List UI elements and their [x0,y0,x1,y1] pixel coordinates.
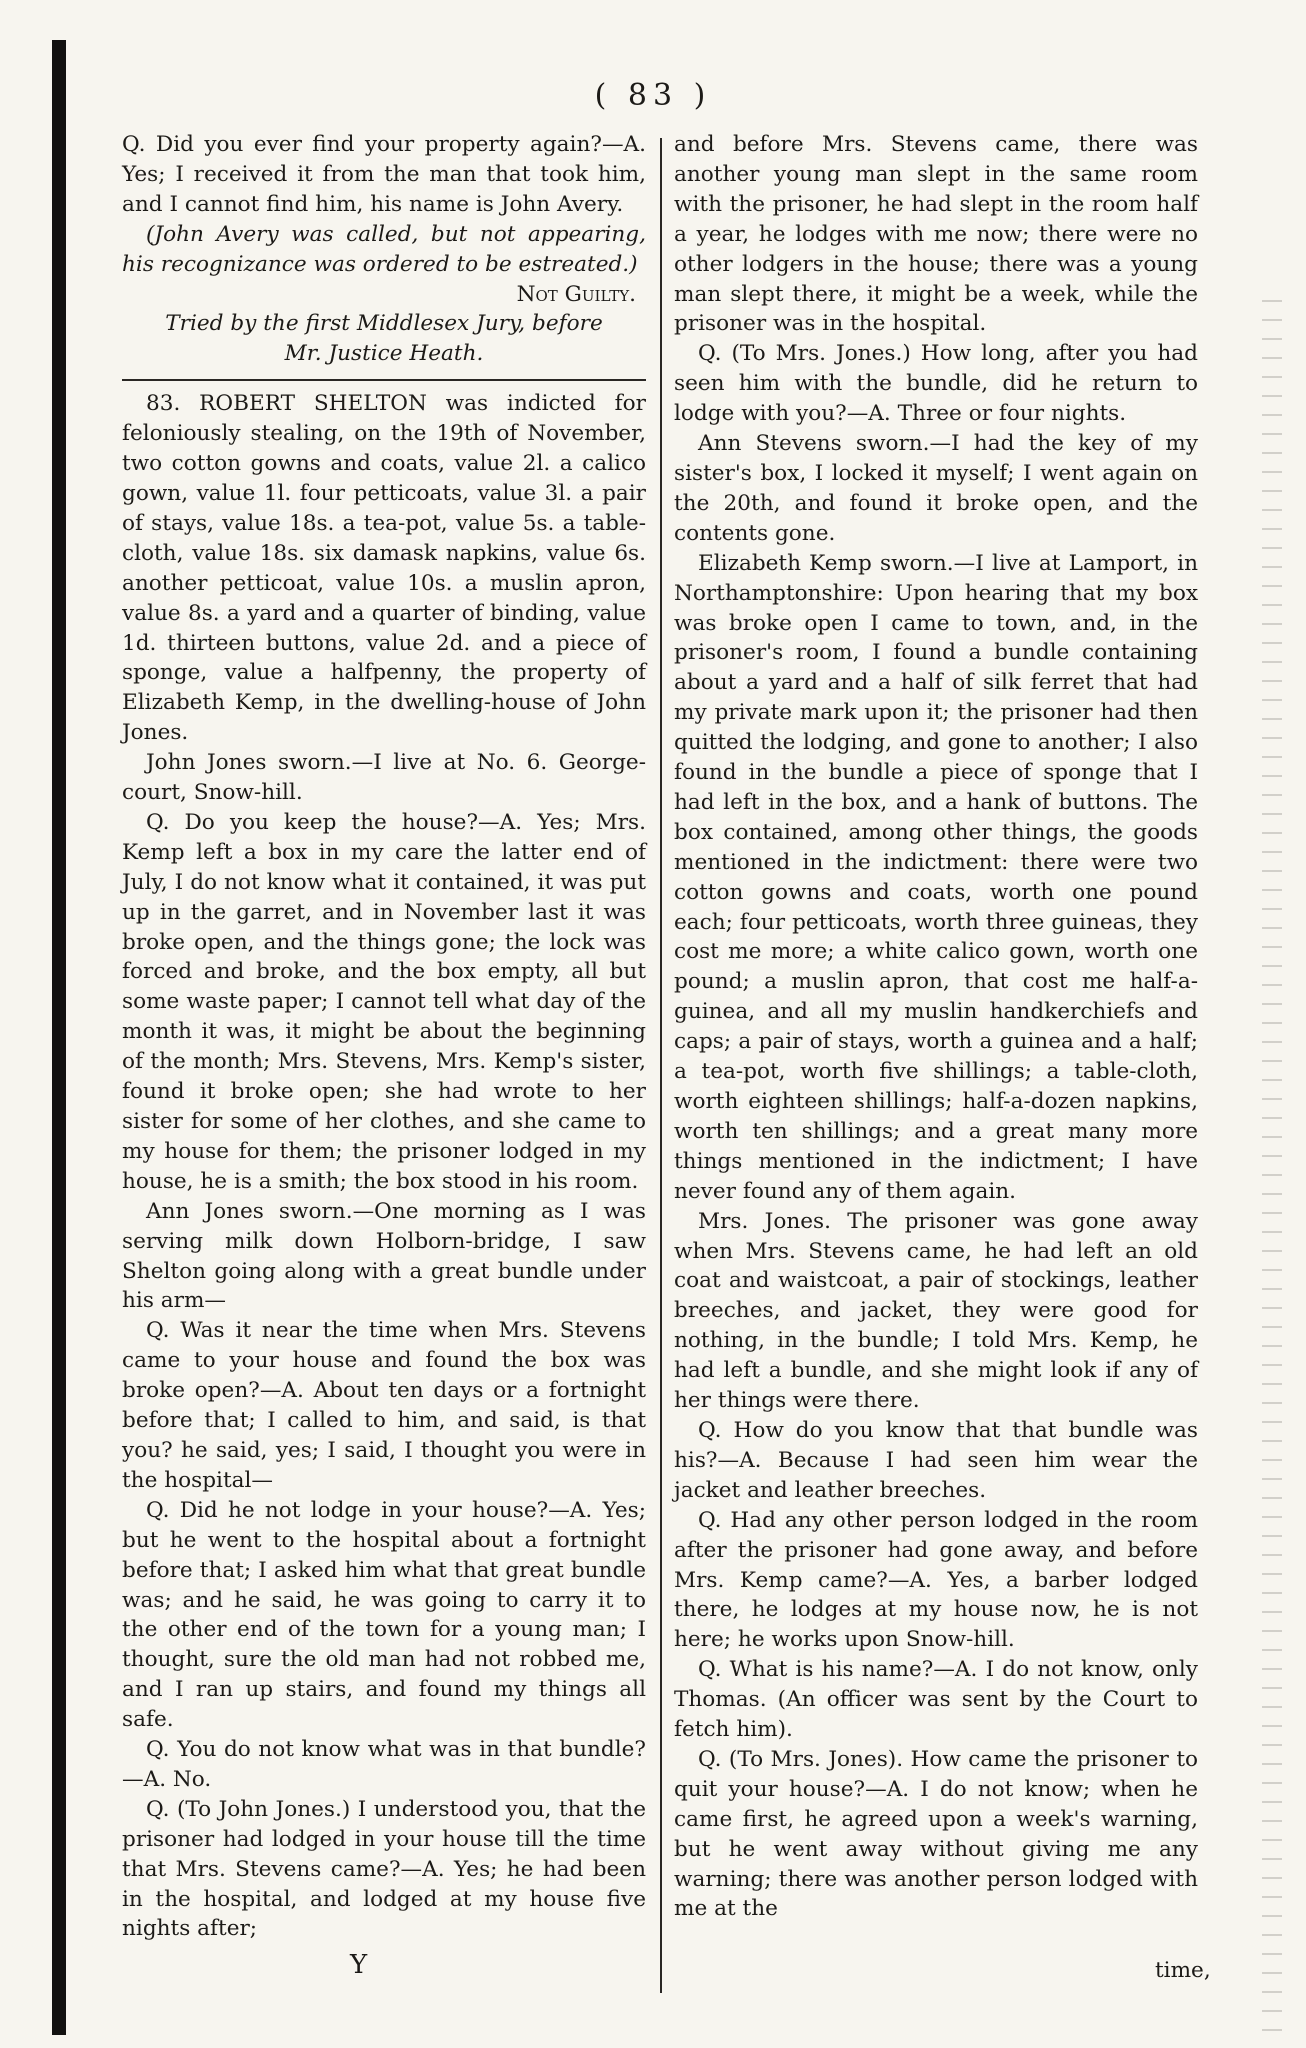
testimony-paragraph: John Jones sworn.—I live at No. 6. George-court, Snow-hill. [122,750,646,806]
editorial-note: (John Avery was called, but not appearing, his recognizance was ordered to be estreated.) [122,221,646,277]
indictment-paragraph: 83. ROBERT SHELTON was indicted for feloniously stealing, on the 19th of November, two cotton gowns and coats, value 2l. a calico gown, value 1l. four petticoats, value 3l. a pair of stays, value 18s. a tea-pot, value 5s. a table-cloth, value 18s. six damask napkins, value 6s. another petticoat, value 10s. a muslin apron, value 8s. a yard and a quarter of binding, value 1d. thirteen buttons, value 2d. and a piece of sponge, value a halfpenny, the property of Elizabeth Kemp, in the dwelling-house of John Jones. [122,391,646,746]
testimony-paragraph: Elizabeth Kemp sworn.—I live at Lamport, in Northamptonshire: Upon hearing that my box was broke open I came to town, and, in the prisoner's room, I found a bundle containing about a yard and a half of silk ferret that had my private mark upon it; the prisoner had then quitted the lodging, and gone to another; I also found in the bundle a piece of sponge that I had left in the box, and a hank of buttons. The box contained, among other things, the goods mentioned in the indictment: there were two cotton gowns and coats, worth one pound each; four petticoats, worth three guineas, they cost me more; a white calico gown, worth one pound; a muslin apron, that cost me half-a-guinea, and all my muslin handkerchiefs and caps; a pair of stays, worth a guinea and a half; a tea-pot, worth five shillings; a table-cloth, worth eighteen shillings; half-a-dozen napkins, worth ten shillings; and a great many more things mentioned in the indictment; I have never found any of them again. [674,550,1198,1204]
testimony-paragraph: Q. What is his name?—A. I do not know, only Thomas. (An officer was sent by the Court to fetch him). [674,1657,1198,1743]
testimony-paragraph: Q. (To John Jones.) I understood you, that the prisoner had lodged in your house till the time that Mrs. Stevens came?—A. Yes; he had been in the hospital, and lodged at my house five nights after; [122,1796,646,1942]
judge-line: Mr. Justice Heath. [284,341,484,367]
paragraph: Q. Did you ever find your property again?—A. Yes; I received it from the man that took him, and I cannot find him, his name is John Avery. [122,132,646,217]
testimony-paragraph: Q. You do not know what was in that bundle?—A. No. [122,1737,646,1792]
testimony-paragraph: Ann Jones sworn.—One morning as I was serving milk down Holborn-bridge, I saw Shelton going along with a great bundle under his arm— [122,1198,646,1314]
testimony-paragraph: and before Mrs. Stevens came, there was another young man slept in the same room with the prisoner, he had slept in the room half a year, he lodges with me now; there were no other lodgers in the house; there was a young man slept there, it might be a week, while the prisoner was in the hospital. [674,132,1198,337]
column-rule [660,138,662,1993]
left-column [122,130,646,1944]
catchword: time, [1155,1958,1211,1983]
right-column [674,130,1198,1924]
testimony-paragraph: Q. Did he not lodge in your house?—A. Yes; but he went to the hospital about a fortnight before that; I asked him what that great bundle was; and he said, he was going to carry it to the other end of the town for a young man; I thought, sure the old man had not robbed me, and I ran up stairs, and found my things all safe. [122,1497,646,1733]
case-divider [122,379,646,381]
testimony-paragraph: Q. Do you keep the house?—A. Yes; Mrs. Kemp left a box in my care the latter end of July, I do not know what it contained, it was put up in the garret, and in November last it was broke open, and the things gone; the lock was forced and broke, and the box empty, all but some waste paper; I cannot tell what day of the month it was, it might be about the beginning of the month; Mrs. Stevens, Mrs. Kemp's sister, found it broke open; she had wrote to her sister for some of her clothes, and she came to my house for them; the prisoner lodged in my house, he is a smith; the box stood in his room. [122,809,646,1194]
signature-mark: Y [350,1950,368,1980]
testimony-paragraph: Q. (To Mrs. Jones). How came the prisoner to quit your house?—A. I do not know; when he came first, he agreed upon a week's warning, but he went away without giving me any warning; there was another person lodged with me at the [674,1746,1198,1922]
testimony-paragraph: Ann Stevens sworn.—I had the key of my sister's box, I locked it myself; I went again on the 20th, and found it broke open, and the contents gone. [674,431,1198,546]
page-number: ( 83 ) [594,78,712,113]
testimony-paragraph: Q. How do you know that that bundle was his?—A. Because I had seen him wear the jacket and leather breeches. [674,1417,1198,1503]
verdict: Not Guilty. [516,281,636,307]
margin-speckle [1262,300,1282,2040]
testimony-paragraph: Q. (To Mrs. Jones.) How long, after you had seen him with the bundle, did he return to lodge with you?—A. Three or four nights. [674,341,1198,427]
testimony-paragraph: Q. Had any other person lodged in the room after the prisoner had gone away, and before Mrs. Kemp came?—A. Yes, a barber lodged there, he lodges at my house now, he is not here; he works upon Snow-hill. [674,1507,1198,1653]
testimony-paragraph: Mrs. Jones. The prisoner was gone away when Mrs. Stevens came, he had left an old coat and waistcoat, a pair of stockings, leather breeches, and jacket, they were good for nothing, in the bundle; I told Mrs. Kemp, he had left a bundle, and she might look if any of her things were there. [674,1208,1198,1414]
binding-edge [52,40,66,2035]
testimony-paragraph: Q. Was it near the time when Mrs. Stevens came to your house and found the box was broke open?—A. About ten days or a fortnight before that; I called to him, and said, is that you? he said, yes; I said, I thought you were in the hospital— [122,1318,646,1493]
tried-by-line: Tried by the first Middlesex Jury, before [165,311,603,337]
